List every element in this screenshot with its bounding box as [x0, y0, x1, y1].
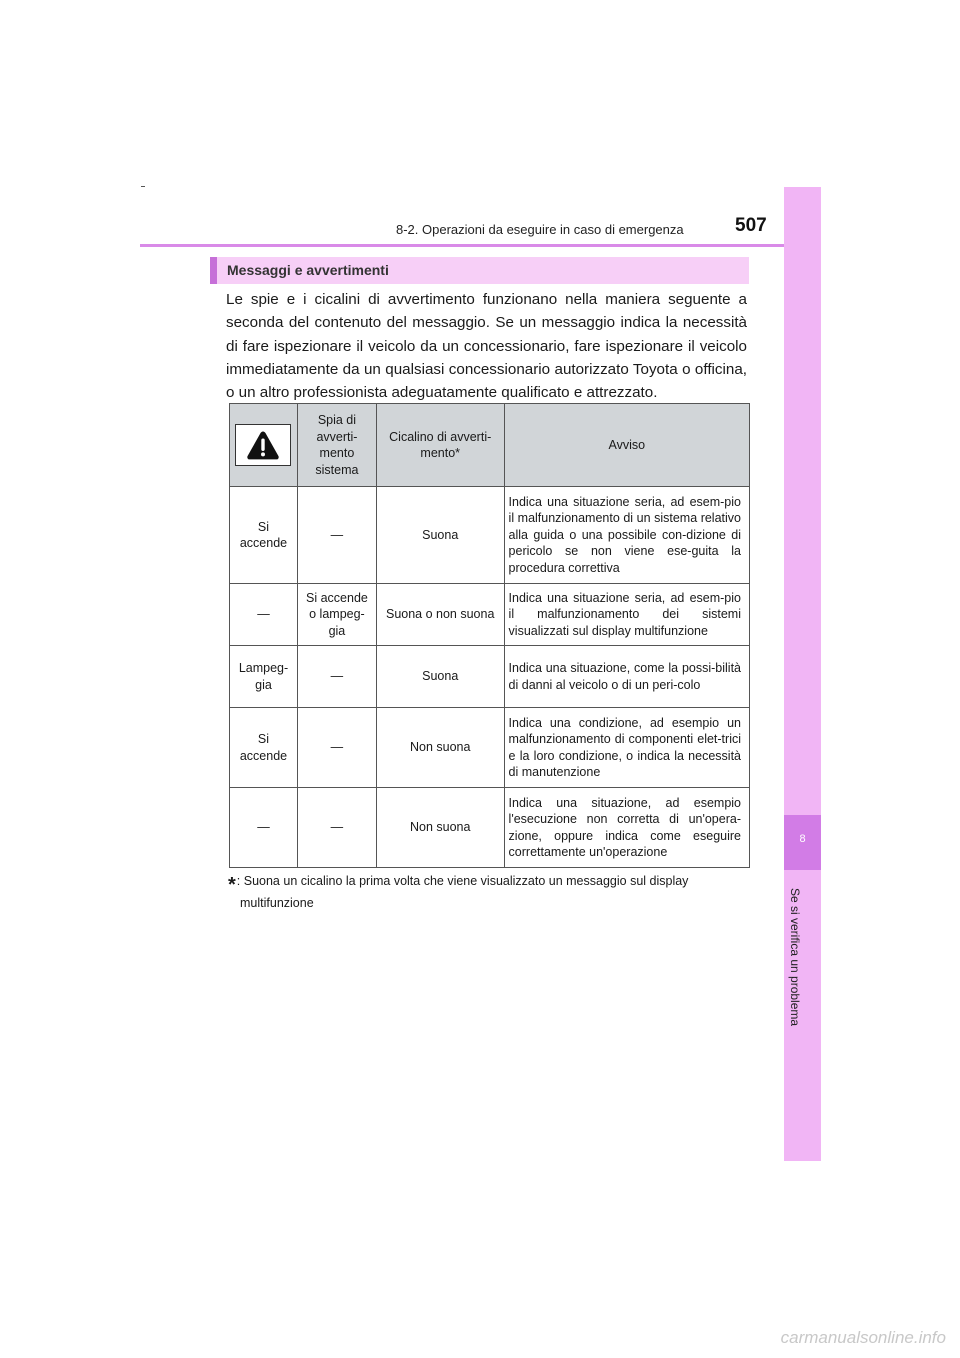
side-chapter-number: 8: [799, 833, 806, 845]
warning-indicator-box: [235, 424, 291, 466]
cell-indicator: Si accende: [230, 708, 298, 788]
section-title: Messaggi e avvertimenti: [210, 257, 749, 284]
chapter-header: 8-2. Operazioni da eseguire in caso di emergenza: [396, 222, 684, 237]
warning-triangle-icon: [246, 430, 280, 461]
table-row: [230, 788, 750, 868]
intro-paragraph: Le spie e i cicalini di avvertimento funzionano nella maniera seguente a seconda del contenuto del messaggio. Se un messaggio indica la necessità di fare ispezionare il veicolo da un concessionario, fare ispezionare il veicolo immediatamente da un qualsiasi concessionario autorizzato Toyota o officina, o un altro professionista adeguatamente qualificato e attrezzato.: [226, 291, 747, 402]
cell-warning: Indica una situazione seria, ad esem-pio il malfunzionamento di un sistema relativo alla guida o una possibile con-dizione di pericolo se non viene ese-guita la procedura correttiva: [504, 487, 749, 584]
cell-system-light: —: [297, 708, 376, 788]
cell-system-light: —: [297, 646, 376, 708]
cell-indicator: —: [230, 788, 298, 868]
cell-system-light: Si accende o lampeg-gia: [297, 584, 376, 646]
table-header-row: [230, 404, 750, 487]
cell-indicator: —: [230, 584, 298, 646]
cell-system-light: —: [297, 788, 376, 868]
cell-buzzer: Suona: [376, 487, 504, 584]
cell-buzzer: Non suona: [376, 788, 504, 868]
cell-indicator: Si accende: [230, 487, 298, 584]
table-row: [230, 584, 750, 646]
cell-buzzer: Suona: [376, 646, 504, 708]
footnote-text: : Suona un cicalino la prima volta che viene visualizzato un messaggio sul display: [236, 874, 689, 888]
header-warning: Avviso: [504, 404, 749, 487]
table-row: [230, 487, 750, 584]
footnote-text-continued: multifunzione: [240, 896, 314, 910]
header-rule: [140, 244, 820, 247]
header-buzzer: Cicalino di avverti-mento*: [376, 404, 504, 487]
footnote-marker: *: [228, 874, 236, 896]
cell-warning: Indica una situazione, come la possi-bilità di danni al veicolo o di un peri-colo: [504, 646, 749, 708]
page-number: 507: [735, 215, 767, 236]
footnote: [228, 872, 746, 912]
cell-system-light: —: [297, 487, 376, 584]
header-system-light: Spia di avverti-mento sistema: [297, 404, 376, 487]
cell-buzzer: Non suona: [376, 708, 504, 788]
header-indicator-icon-cell: [230, 404, 298, 487]
side-chapter-label: Se si verifica un problema: [788, 888, 802, 1027]
table-row: [230, 646, 750, 708]
cell-warning: Indica una condizione, ad esempio un malfunzionamento di componenti elet-trici e la loro condizione, o indica la necessità di manutenzione: [504, 708, 749, 788]
cell-indicator: Lampeg-gia: [230, 646, 298, 708]
cell-buzzer: Suona o non suona: [376, 584, 504, 646]
crop-mark: [141, 186, 145, 187]
warning-messages-table: [229, 403, 750, 868]
cell-warning: Indica una situazione, ad esempio l'esecuzione non corretta di un'opera-zione, oppure indica come eseguire correttamente un'operazione: [504, 788, 749, 868]
cell-warning: Indica una situazione seria, ad esem-pio il malfunzionamento dei sistemi visualizzati sul display multifunzione: [504, 584, 749, 646]
table-row: [230, 708, 750, 788]
watermark: carmanualsonline.info: [780, 1328, 946, 1347]
